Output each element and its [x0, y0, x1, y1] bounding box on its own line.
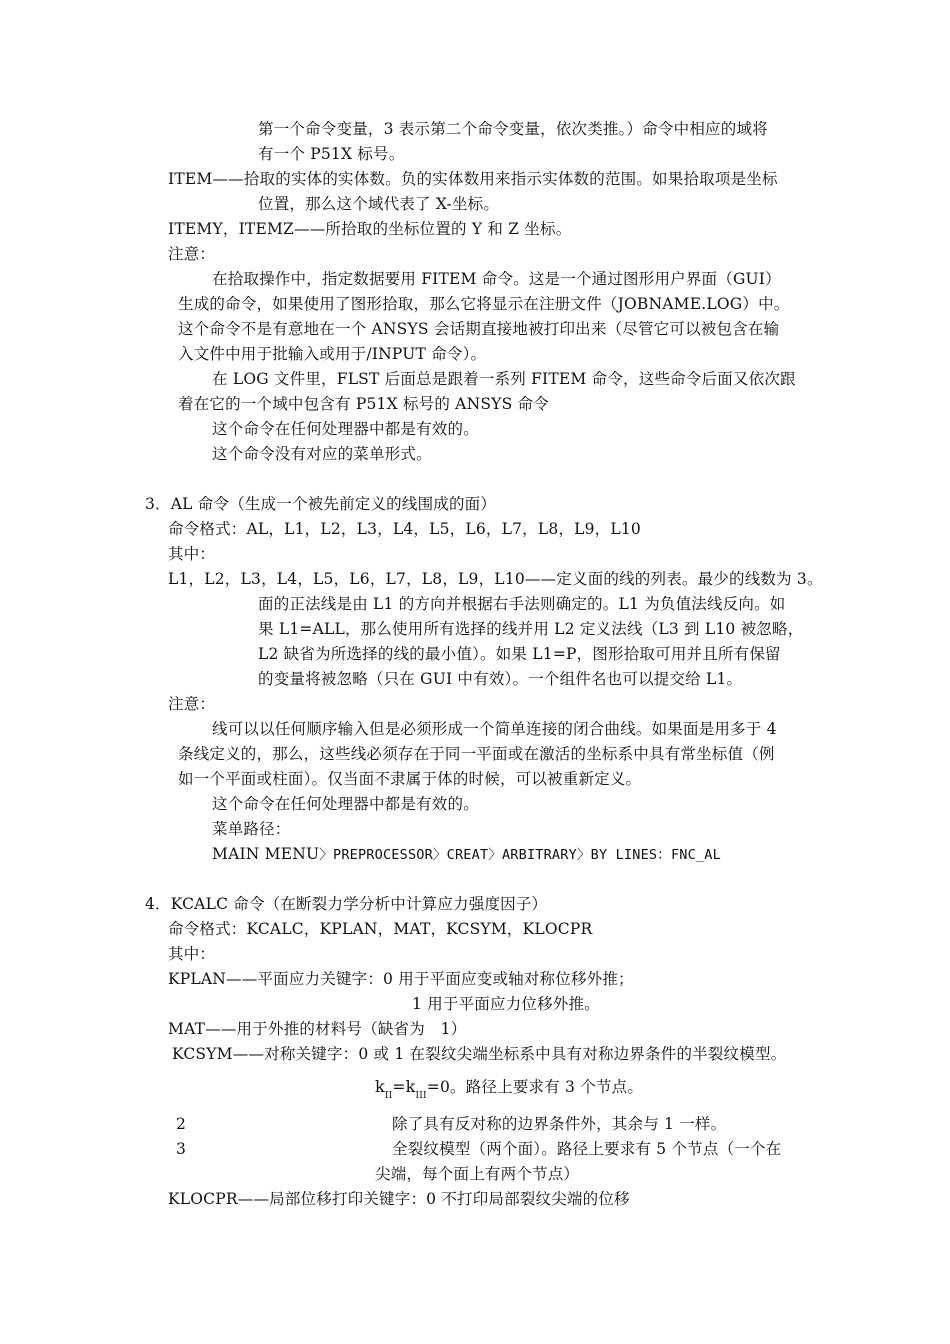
text-line: KCSYM——对称关键字：0 或 1 在裂纹尖端坐标系中具有对称边界条件的半裂纹模型。 — [172, 1045, 787, 1063]
text-line: 面的正法线是由 L1 的方向并根据右手法则确定的。L1 为负值法线反向。如 — [258, 595, 786, 613]
note-heading: 注意： — [168, 695, 216, 713]
text-line: MAT——用于外推的材料号（缺省为 1） — [168, 1020, 467, 1038]
section-heading: 3．AL 命令（生成一个被先前定义的线围成的面） — [145, 495, 497, 513]
text-line: 1 用于平面应力位移外推。 — [412, 995, 600, 1013]
text-line: 生成的命令，如果使用了图形拾取，那么它将显示在注册文件（JOBNAME.LOG）中。 — [178, 295, 790, 313]
text-line: KPLAN——平面应力关键字：0 用于平面应变或轴对称位移外推； — [168, 970, 634, 988]
text-line: 条线定义的，那么，这些线必须存在于同一平面或在激活的坐标系中具有常坐标值（例 — [178, 745, 775, 763]
menu-path — [212, 843, 721, 866]
menu-path-main: MAIN MENU — [212, 845, 320, 863]
formula-text: =0。路径上要求有 3 个节点。 — [426, 1078, 644, 1096]
text-line: 如一个平面或柱面）。仅当面不隶属于体的时候，可以被重新定义。 — [178, 770, 642, 788]
k-symbol: k — [375, 1077, 385, 1096]
text-line: 线可以以任何顺序输入但是必须形成一个简单连接的闭合曲线。如果面是用多于 4 — [212, 720, 777, 738]
text-line: L2 缺省为所选择的线的最小值）。如果 L1=P，图形拾取可用并且所有保留 — [258, 645, 781, 663]
menu-path-rest: 〉PREPROCESSOR〉CREAT〉ARBITRARY〉BY LINES：FNC_AL — [319, 847, 721, 863]
k-symbol: k — [405, 1077, 416, 1096]
text-line: 尖端，每个面上有两个节点） — [375, 1165, 580, 1183]
text-line: 这个命令在任何处理器中都是有效的。 — [212, 420, 479, 438]
text-line: ITEM——拾取的实体的实体数。负的实体数用来指示实体数的范围。如果拾取项是坐标 — [168, 170, 778, 188]
text-line: 位置，那么这个域代表了 X-坐标。 — [258, 195, 500, 213]
text-line: 在拾取操作中，指定数据要用 FITEM 命令。这是一个通过图形用户界面（GUI） — [212, 270, 781, 288]
text-line: L1，L2，L3，L4，L5，L6，L7，L8，L9，L10——定义面的线的列表。最少的线数为 3。 — [168, 570, 823, 588]
text-line: 全裂纹模型（两个面）。路径上要求有 5 个节点（一个在 — [392, 1140, 782, 1158]
text-line: 其中： — [168, 945, 216, 963]
text-line: 有一个 P51X 标号。 — [258, 145, 405, 163]
text-line: 除了具有反对称的边界条件外，其余与 1 一样。 — [392, 1115, 727, 1133]
option-number: 2 — [176, 1115, 187, 1133]
text-line: 入文件中用于批输入或用于/INPUT 命令）。 — [178, 345, 487, 363]
text-line: 第一个命令变量，3 表示第二个命令变量，依次类推。）命令中相应的域将 — [258, 120, 768, 138]
subscript: II — [384, 1091, 393, 1101]
text-line: 其中： — [168, 545, 216, 563]
text-line: 着在它的一个域中包含有 P51X 标号的 ANSYS 命令 — [178, 395, 549, 413]
option-number: 3 — [176, 1140, 187, 1158]
text-line: 这个命令没有对应的菜单形式。 — [212, 445, 432, 463]
formula-line — [375, 1076, 643, 1107]
section-heading: 4．KCALC 命令（在断裂力学分析中计算应力强度因子） — [145, 895, 548, 913]
text-line: 命令格式：KCALC，KPLAN，MAT，KCSYM，KLOCPR — [168, 920, 593, 938]
text-line: 这个命令在任何处理器中都是有效的。 — [212, 795, 479, 813]
text-line: 的变量将被忽略（只在 GUI 中有效）。一个组件名也可以提交给 L1。 — [258, 670, 743, 688]
equals: = — [392, 1078, 406, 1096]
text-line: ITEMY，ITEMZ——所拾取的坐标位置的 Y 和 Z 坐标。 — [168, 220, 572, 238]
text-line: 命令格式：AL，L1，L2，L3，L4，L5，L6，L7，L8，L9，L10 — [168, 520, 641, 538]
subscript: III — [415, 1091, 427, 1101]
text-line: 这个命令不是有意地在一个 ANSYS 会话期直接地被打印出来（尽管它可以被包含在输 — [178, 320, 780, 338]
text-line: 果 L1=ALL，那么使用所有选择的线并用 L2 定义法线（L3 到 L10 被忽略， — [258, 620, 804, 638]
text-line: 在 LOG 文件里，FLST 后面总是跟着一系列 FITEM 命令，这些命令后面又依次跟 — [212, 370, 796, 388]
text-line: KLOCPR——局部位移打印关键字：0 不打印局部裂纹尖端的位移 — [168, 1190, 630, 1208]
note-heading: 注意： — [168, 245, 216, 263]
text-line: 菜单路径： — [212, 820, 291, 838]
